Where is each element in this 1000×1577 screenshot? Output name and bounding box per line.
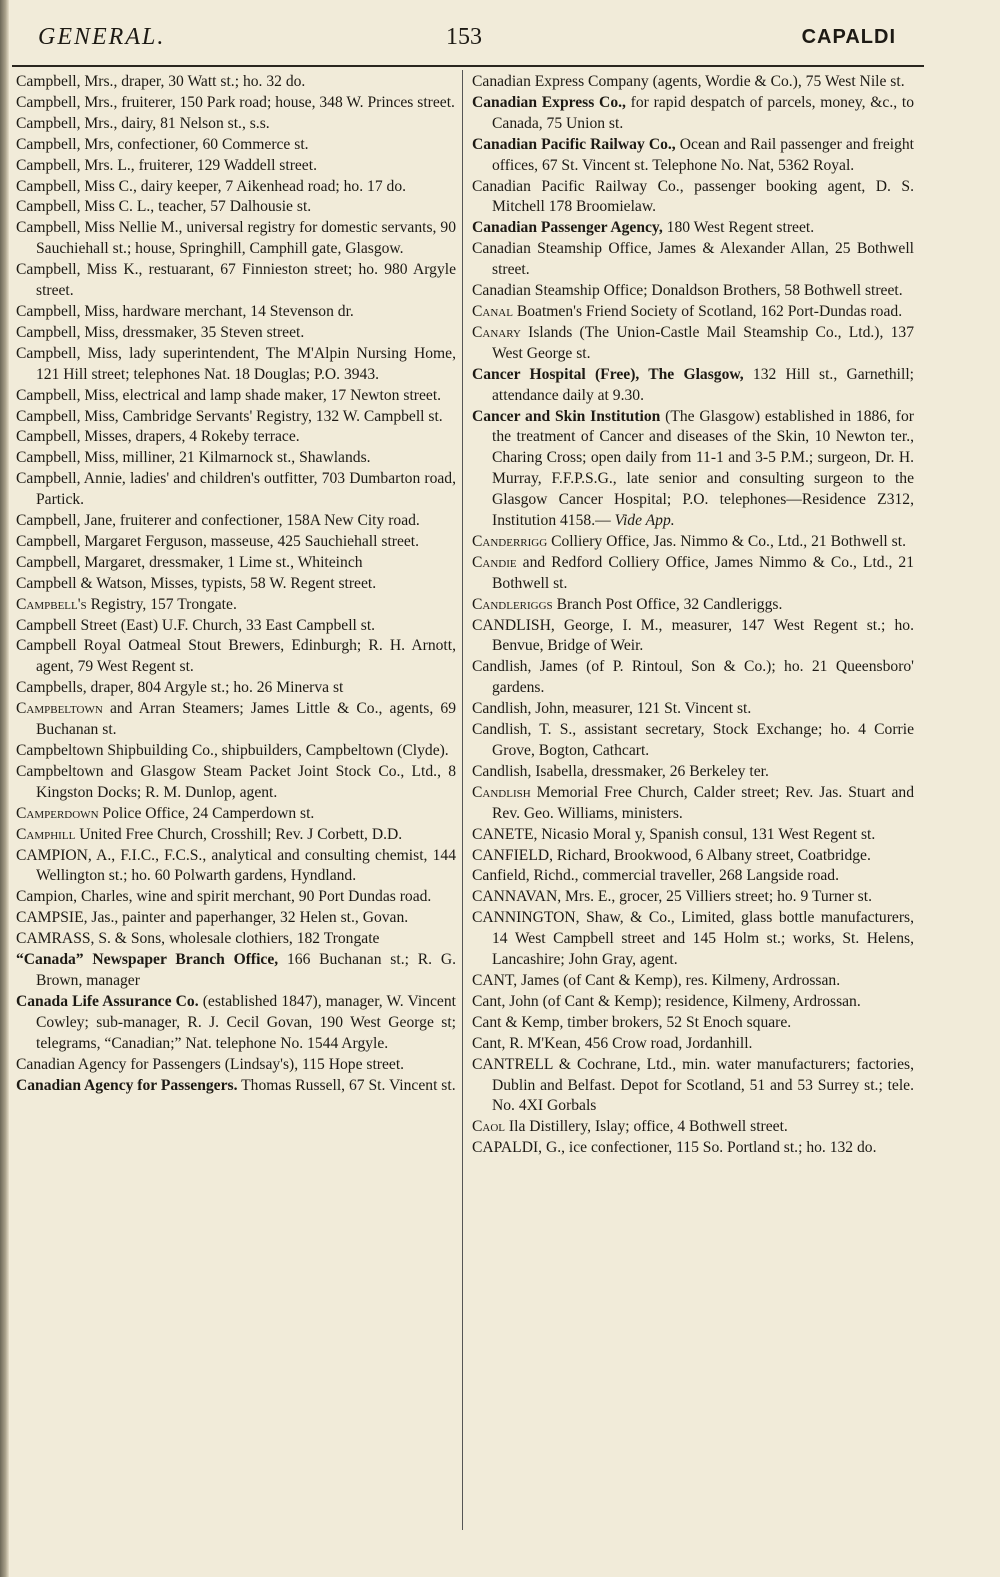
- directory-entry: [16, 887, 456, 908]
- directory-entry: [472, 407, 914, 532]
- entry-text: Candlish, Isabella, dressmaker, 26 Berkeley ter.: [472, 762, 769, 780]
- directory-entry: [472, 595, 914, 616]
- entry-text: Candie: [472, 553, 517, 571]
- entry-text: Campbell, Miss C., dairy keeper, 7 Aikenhead road; ho. 17 do.: [16, 177, 407, 195]
- header-rule: [12, 65, 924, 67]
- entry-text: Candleriggs: [472, 595, 553, 613]
- directory-entry: [16, 804, 456, 825]
- entry-text: CAPALDI, G., ice confectioner, 115 So. Portland st.; ho. 132 do.: [472, 1139, 877, 1157]
- entry-text: Campbell, Miss, milliner, 21 Kilmarnock st., Shawlands.: [16, 449, 371, 467]
- entry-text: United Free Church, Crosshill; Rev. J Corbett, D.D.: [75, 825, 403, 843]
- entry-text: Campbell Street (East) U.F. Church, 33 East Campbell st.: [16, 616, 376, 634]
- directory-entry: [16, 762, 456, 804]
- entry-text: CANT, James (of Cant & Kemp), res. Kilmeny, Ardrossan.: [472, 971, 841, 989]
- directory-entry: [472, 783, 914, 825]
- entry-text: Campbell & Watson, Misses, typists, 58 W. Regent street.: [16, 574, 377, 592]
- entry-text: Ila Distillery, Islay; office, 4 Bothwell street.: [505, 1118, 788, 1136]
- directory-entry: [472, 1138, 914, 1159]
- entry-text: Campbell, Miss C. L., teacher, 57 Dalhousie st.: [16, 198, 312, 216]
- entry-text: Canadian Steamship Office; Donaldson Brothers, 58 Bothwell street.: [472, 282, 903, 300]
- entry-text: Boatmen's Friend Society of Scotland, 162 Port-Dundas road.: [512, 302, 903, 320]
- entry-text: Campbell, Annie, ladies' and children's outfitter, 703 Dumbarton road, Partick.: [16, 470, 456, 509]
- directory-entry: [16, 260, 456, 302]
- entry-text: Campbell, Mrs, confectioner, 60 Commerce st.: [16, 135, 309, 153]
- entry-text: Canadian Agency for Passengers (Lindsay's), 115 Hope street.: [16, 1055, 405, 1073]
- directory-entry: [16, 218, 456, 260]
- entry-text: CAMPSIE, Jas., painter and paperhanger, 32 Helen st., Govan.: [16, 909, 409, 927]
- entry-text: Campbell, Miss, hardware merchant, 14 Stevenson dr.: [16, 302, 354, 320]
- entry-text: Registry, 157 Trongate.: [86, 595, 237, 613]
- entry-text: Islands (The Union-Castle Mail Steamship Co., Ltd.), 137 West George st.: [492, 323, 914, 362]
- entry-text: Camperdown: [16, 804, 99, 822]
- entry-text: Branch Post Office, 32 Candleriggs.: [552, 595, 783, 613]
- entry-text: Cant, R. M'Kean, 456 Crow road, Jordanhill.: [472, 1034, 753, 1052]
- directory-entry: [16, 427, 456, 448]
- entry-text: Canfield, Richd., commercial traveller, 268 Langside road.: [472, 867, 840, 885]
- page-number: 153: [446, 24, 482, 50]
- directory-entry: [472, 1013, 914, 1034]
- entry-text: (established 1847), manager, W. Vincent Cowley; sub-manager, R. J. Cecil Govan, 190 West George st; telegrams, “Canadian;” Nat. telephone No. 1544 Argyle.: [36, 992, 456, 1052]
- entry-text: and Redford Colliery Office, James Nimmo & Co., Ltd., 21 Bothwell st.: [492, 553, 914, 592]
- entry-text: Memorial Free Church, Calder street; Rev. Jas. Stuart and Rev. Geo. Williams, ministers.: [492, 783, 914, 822]
- directory-entry: [16, 636, 456, 678]
- page-binding-edge: [0, 0, 9, 1577]
- directory-entry: [16, 344, 456, 386]
- entry-text: Caol: [472, 1118, 506, 1136]
- entry-text: 180 West Regent street.: [662, 219, 815, 237]
- entry-text: Campbell, Margaret, dressmaker, 1 Lime st., Whiteinch: [16, 553, 363, 571]
- entry-text: CANDLISH, George, I. M., measurer, 147 West Regent st.; ho. Benvue, Bridge of Weir.: [472, 616, 914, 655]
- directory-entry: [472, 992, 914, 1013]
- directory-entry: [472, 720, 914, 762]
- directory-entry: [472, 846, 914, 867]
- entry-text: Canal: [472, 302, 513, 320]
- column-divider: [462, 70, 463, 1530]
- directory-entry: [16, 678, 456, 699]
- directory-entry: [16, 197, 456, 218]
- entry-text: Cancer and Skin Institution: [472, 407, 661, 425]
- entry-text: Campbells, draper, 804 Argyle st.; ho. 26 Minerva st: [16, 679, 344, 697]
- entry-text: Cancer Hospital (Free), The Glasgow,: [472, 365, 744, 383]
- directory-entry: [16, 992, 456, 1055]
- directory-entry: [472, 616, 914, 658]
- directory-entry: [16, 595, 456, 616]
- entry-text: Campbell, Miss, Cambridge Servants' Registry, 132 W. Campbell st.: [16, 407, 443, 425]
- directory-entry: [16, 908, 456, 929]
- entry-text: CAMRASS, S. & Sons, wholesale clothiers, 182 Trongate: [16, 930, 380, 948]
- page-header: [0, 24, 1000, 58]
- directory-entry: [16, 448, 456, 469]
- directory-entry: [472, 762, 914, 783]
- directory-entry: [472, 1055, 914, 1118]
- directory-entry: [472, 1034, 914, 1055]
- entry-text: Canadian Agency for Passengers.: [16, 1076, 238, 1094]
- entry-text: Campbell, Mrs., draper, 30 Watt st.; ho. 32 do.: [16, 73, 306, 90]
- directory-entry: [472, 302, 914, 323]
- directory-entry: [16, 407, 456, 428]
- directory-entry: [16, 553, 456, 574]
- directory-entry: [16, 156, 456, 177]
- entry-text: Canadian Express Company (agents, Wordie & Co.), 75 West Nile st.: [472, 73, 905, 90]
- directory-entry: [472, 135, 914, 177]
- directory-entry: [16, 93, 456, 114]
- entry-text: Cant & Kemp, timber brokers, 52 St Enoch square.: [472, 1013, 792, 1031]
- directory-entry: [16, 1055, 456, 1076]
- directory-entry: [16, 469, 456, 511]
- entry-text: Canary: [472, 323, 521, 341]
- directory-entry: [16, 574, 456, 595]
- directory-entry: [16, 929, 456, 950]
- right-column: [472, 72, 914, 1159]
- entry-text: CANTRELL & Cochrane, Ltd., min. water manufacturers; factories, Dublin and Belfast. Depot for Scotland, 51 and 53 Surrey st.; tele. No. 4XI Gorbals: [472, 1055, 914, 1115]
- entry-text: CANETE, Nicasio Moral y, Spanish consul, 131 West Regent st.: [472, 825, 876, 843]
- entry-text: 166 Buchanan st.; R. G. Brown, manager: [36, 951, 456, 989]
- entry-text: Canadian Pacific Railway Co.,: [472, 135, 676, 153]
- directory-entry: [16, 323, 456, 344]
- directory-entry: [16, 825, 456, 846]
- entry-text: Canada Life Assurance Co.: [16, 992, 199, 1010]
- entry-text: Campbell Royal Oatmeal Stout Brewers, Edinburgh; R. H. Arnott, agent, 79 West Regent st.: [16, 637, 456, 676]
- left-column: [16, 72, 456, 1096]
- entry-text: Canderrigg: [472, 532, 548, 550]
- entry-text: Canadian Steamship Office, James & Alexander Allan, 25 Bothwell street.: [472, 240, 914, 279]
- directory-entry: [16, 114, 456, 135]
- entry-text: Vide App.: [614, 512, 675, 530]
- entry-text: Campbell, Mrs., fruiterer, 150 Park road; house, 348 W. Princes street.: [16, 93, 455, 111]
- section-title: GENERAL.: [38, 24, 166, 50]
- directory-entry: [472, 887, 914, 908]
- directory-entry: [16, 177, 456, 198]
- directory-entry: [472, 72, 914, 93]
- entry-text: Police Office, 24 Camperdown st.: [98, 804, 315, 822]
- directory-entry: [472, 93, 914, 135]
- directory-entry: [472, 657, 914, 699]
- entry-text: Camphill: [16, 825, 76, 843]
- entry-text: Thomas Russell, 67 St. Vincent st.: [237, 1076, 456, 1094]
- directory-entry: [472, 177, 914, 219]
- entry-text: CANNINGTON, Shaw, & Co., Limited, glass bottle manufacturers, 14 West Campbell street and 145 Holm st.; works, St. Helens, Lancashire; John Gray, agent.: [472, 909, 914, 969]
- entry-text: CAMPION, A., F.I.C., F.C.S., analytical and consulting chemist, 144 Wellington st.; ho. 60 Polwarth gardens, Hyndland.: [16, 846, 456, 885]
- entry-text: Canadian Pacific Railway Co., passenger booking agent, D. S. Mitchell 178 Broomielaw.: [472, 177, 914, 216]
- directory-entry: [16, 699, 456, 741]
- entry-text: Canadian Express Co.,: [472, 93, 626, 111]
- entry-text: Campbell, Margaret Ferguson, masseuse, 425 Sauchiehall street.: [16, 532, 420, 550]
- entry-text: and Arran Steamers; James Little & Co., agents, 69 Buchanan st.: [36, 700, 456, 739]
- entry-text: Campbell, Jane, fruiterer and confectioner, 158A New City road.: [16, 512, 420, 530]
- entry-text: CANFIELD, Richard, Brookwood, 6 Albany street, Coatbridge.: [472, 846, 871, 864]
- directory-entry: [472, 323, 914, 365]
- directory-entry: [16, 741, 456, 762]
- directory-entry: [472, 553, 914, 595]
- entry-text: Campbell, Misses, drapers, 4 Rokeby terrace.: [16, 428, 300, 446]
- directory-entry: [16, 386, 456, 407]
- entry-text: Campbell, Mrs. L., fruiterer, 129 Waddell street.: [16, 156, 317, 174]
- directory-entry: [16, 135, 456, 156]
- directory-entry: [472, 825, 914, 846]
- directory-entry: [472, 1117, 914, 1138]
- entry-text: Campbell, Miss, dressmaker, 35 Steven street.: [16, 323, 305, 341]
- entry-text: Canadian Passenger Agency,: [472, 219, 663, 237]
- directory-entry: [472, 908, 914, 971]
- directory-entry: [472, 239, 914, 281]
- entry-text: Candlish, T. S., assistant secretary, Stock Exchange; ho. 4 Corrie Grove, Bogton, Cathcart.: [472, 721, 914, 759]
- entry-text: Candlish: [472, 783, 531, 801]
- entry-text: Cant, John (of Cant & Kemp); residence, Kilmeny, Ardrossan.: [472, 992, 861, 1010]
- directory-entry: [16, 616, 456, 637]
- entry-text: Candlish, John, measurer, 121 St. Vincent st.: [472, 700, 752, 718]
- entry-text: Campion, Charles, wine and spirit merchant, 90 Port Dundas road.: [16, 888, 432, 906]
- entry-text: 132 Hill st., Garnethill; attendance daily at 9.30.: [492, 365, 915, 404]
- directory-entry: [16, 511, 456, 532]
- directory-entry: [16, 1076, 456, 1097]
- entry-text: Campbell, Miss K., restuarant, 67 Finnieston street; ho. 980 Argyle street.: [16, 261, 456, 300]
- directory-entry: [472, 971, 914, 992]
- directory-entry: [16, 532, 456, 553]
- entry-text: Colliery Office, Jas. Nimmo & Co., Ltd., 21 Bothwell st.: [547, 532, 906, 550]
- entry-text: Campbell, Mrs., dairy, 81 Nelson st., s.s.: [16, 114, 270, 132]
- entry-text: Campbell's: [16, 595, 87, 613]
- entry-text: (The Glasgow) established in 1886, for the treatment of Cancer and diseases of the Skin, 10 Newton ter., Charing Cross; open daily from 11-1 and 3-5 P.M.; surgeon, Dr. H. Murray, F.F.P.S.G., late senior and consulting surgeon to the Glasgow Cancer Hospital; P.O. telephones—Residence Z312, Institution 4158.—: [492, 407, 914, 530]
- directory-entry: [472, 365, 914, 407]
- directory-entry: [16, 302, 456, 323]
- directory-entry: [472, 532, 914, 553]
- directory-entry: [16, 950, 456, 992]
- entry-text: Candlish, James (of P. Rintoul, Son & Co.); ho. 21 Queensboro' gardens.: [472, 658, 914, 697]
- directory-entry: [472, 218, 914, 239]
- entry-text: “Canada” Newspaper Branch Office,: [16, 951, 279, 969]
- directory-entry: [472, 866, 914, 887]
- directory-entry: [472, 699, 914, 720]
- entry-text: CANNAVAN, Mrs. E., grocer, 25 Villiers street; ho. 9 Turner st.: [472, 888, 872, 906]
- directory-entry: [16, 846, 456, 888]
- directory-entry: [16, 72, 456, 93]
- entry-text: Campbell, Miss, electrical and lamp shade maker, 17 Newton street.: [16, 386, 442, 404]
- entry-text: Campbell, Miss, lady superintendent, The M'Alpin Nursing Home, 121 Hill street; telephones Nat. 18 Douglas; P.O. 3943.: [16, 344, 456, 383]
- entry-text: Campbeltown and Glasgow Steam Packet Joint Stock Co., Ltd., 8 Kingston Docks; R. M. Dunlop, agent.: [16, 762, 456, 801]
- entry-text: Campbeltown: [16, 700, 103, 718]
- entry-text: for rapid despatch of parcels, money, &c., to Canada, 75 Union st.: [492, 93, 914, 132]
- entry-text: Campbeltown Shipbuilding Co., shipbuilders, Campbeltown (Clyde).: [16, 742, 449, 759]
- directory-entry: [472, 281, 914, 302]
- running-headword: CAPALDI: [801, 26, 896, 48]
- entry-text: Campbell, Miss Nellie M., universal registry for domestic servants, 90 Sauchiehall st.; house, Springhill, Camphill gate, Glasgow.: [16, 219, 456, 258]
- entry-text: Ocean and Rail passenger and freight offices, 67 St. Vincent st. Telephone No. Nat, 5362 Royal.: [492, 135, 915, 174]
